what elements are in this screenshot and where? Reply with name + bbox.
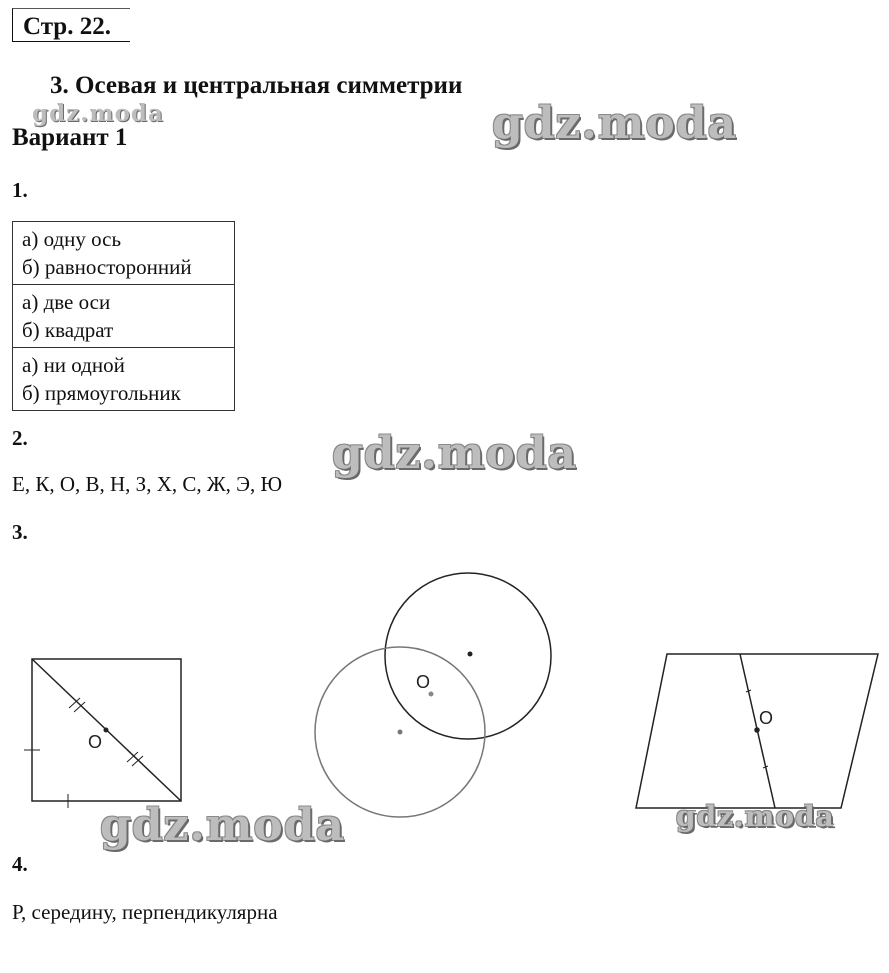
question-4-number: 4.	[12, 852, 28, 876]
variant-title: Вариант 1	[12, 124, 128, 151]
section-title: 3. Осевая и центральная симметрии	[50, 72, 463, 99]
question-2-answer: Е, К, О, В, Н, З, Х, С, Ж, Э, Ю	[12, 472, 283, 496]
answer-line: б) равносторонний	[22, 255, 192, 279]
table-row	[13, 285, 235, 348]
answer-line: а) ни одной	[22, 353, 125, 377]
question-4-answer: Р, середину, перпендикулярна	[12, 900, 278, 924]
table-cell	[13, 285, 235, 348]
tick-mark	[127, 752, 138, 762]
symmetry-figures	[0, 560, 889, 840]
circle-center-point-reflected	[398, 730, 403, 735]
table-cell	[13, 222, 235, 285]
question-3-number: 3.	[12, 520, 28, 544]
table-row	[13, 222, 235, 285]
tick-mark	[132, 756, 143, 766]
center-point	[104, 728, 108, 732]
center-point	[755, 728, 759, 732]
answer-line: а) две оси	[22, 290, 111, 314]
symmetry-center-point	[429, 692, 434, 697]
watermark-top: gdz.moda	[492, 98, 738, 149]
label-o-trapezoid: O	[759, 708, 774, 728]
answer-line: б) квадрат	[22, 318, 114, 342]
question-2-number: 2.	[12, 426, 28, 450]
answer-line: а) одну ось	[22, 227, 122, 251]
table-row	[13, 348, 235, 411]
square-figure	[24, 659, 181, 808]
watermark-small: gdz.moda	[32, 100, 164, 127]
label-o-circles: O	[416, 672, 431, 692]
question-1-number: 1.	[12, 178, 28, 202]
circle-outline	[385, 573, 551, 739]
circle-center-point	[468, 652, 473, 657]
answer-line: б) прямоугольник	[22, 381, 181, 405]
trapezoid-figure	[636, 654, 878, 808]
watermark-bottom-left: gdz.moda	[100, 800, 346, 851]
circles-figure	[315, 573, 551, 817]
watermark-middle: gdz.moda	[332, 428, 578, 479]
table-cell	[13, 348, 235, 411]
answers-table	[12, 221, 235, 411]
label-o-square: O	[88, 732, 103, 752]
page-label: Стр. 22.	[12, 8, 130, 42]
watermark-bottom-right: gdz.moda	[676, 800, 835, 833]
